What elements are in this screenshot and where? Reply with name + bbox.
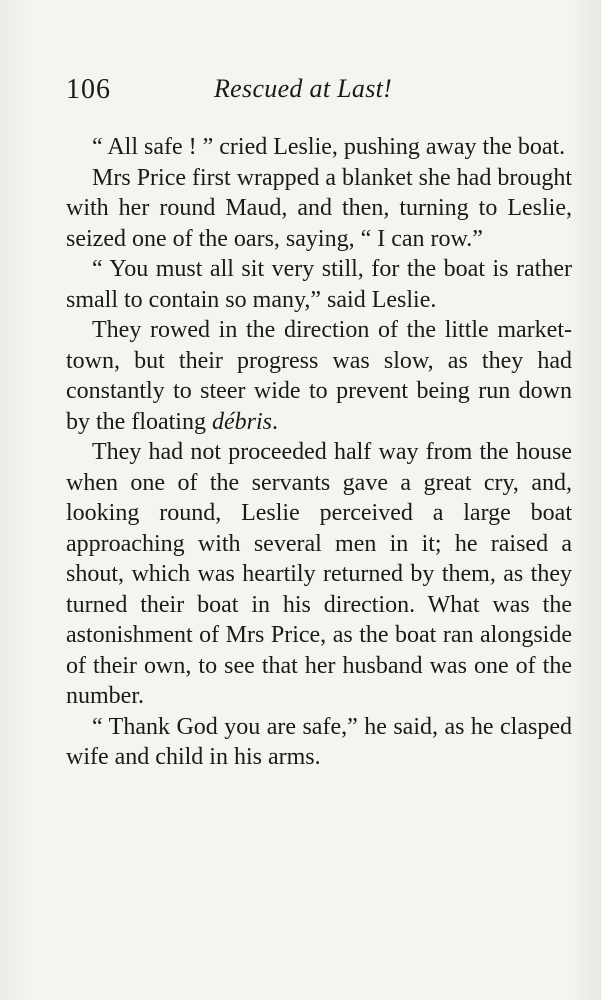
paragraph: “ You must all sit very still, for the boat is rather small to contain so many,” said Leslie. <box>66 256 572 313</box>
page-number: 106 <box>66 74 111 105</box>
paragraph <box>66 315 572 437</box>
running-title: Rescued at Last! <box>214 74 393 103</box>
paragraph: “ All safe ! ” cried Leslie, pushing away the boat. <box>92 134 566 160</box>
paragraph: Mrs Price first wrapped a blanket she had brought with her round Maud, and then, turning to Leslie, seized one of the oars, saying, “ I can row.” <box>66 164 572 252</box>
italic-word: débris <box>211 408 272 435</box>
page-header <box>66 68 576 112</box>
body-text <box>66 132 572 773</box>
paragraph-text: They rowed in the direction of the little market-town, but their progress was slow, as they had constantly to steer wide to prevent being run down by the floating <box>66 317 572 435</box>
paragraph-punctuation: . <box>271 408 278 435</box>
paragraph: “ Thank God you are safe,” he said, as he clasped wife and child in his arms. <box>66 713 572 770</box>
paragraph: They had not proceeded half way from the house when one of the servants gave a great cry, and, looking round, Leslie perceived a large boat approaching with several men in it; he raised a shout, which was heartily returned by them, as they turned their boat in his direction. What was the astonishment of Mrs Price, as the boat ran alongside of their own, to see that her husband was one of the number. <box>66 439 572 709</box>
